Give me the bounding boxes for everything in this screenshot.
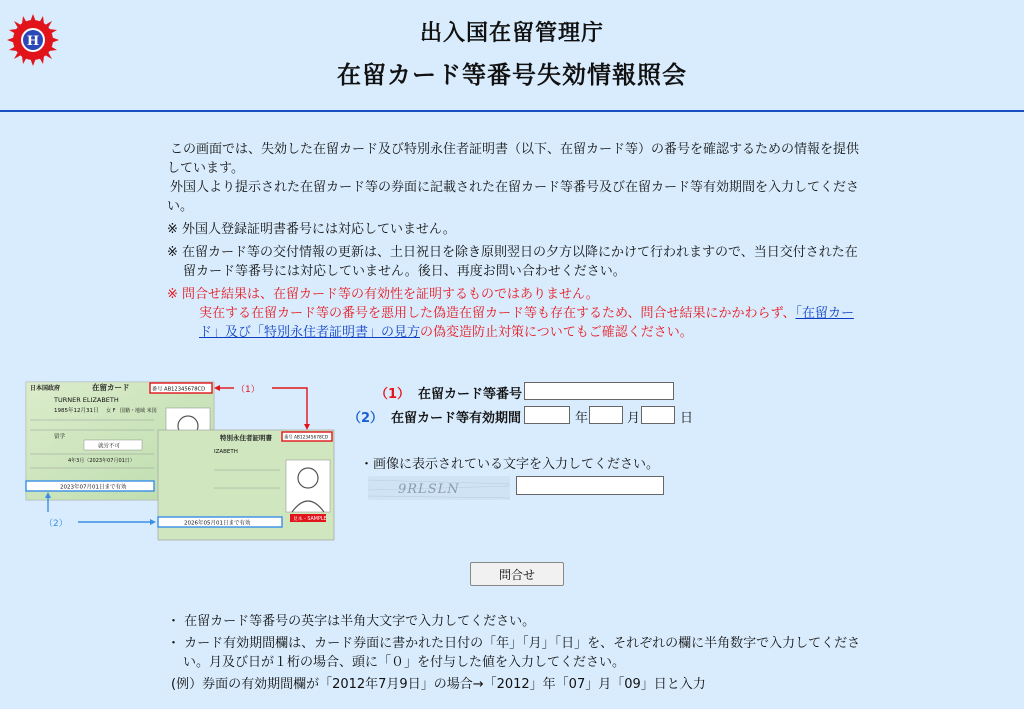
note-update-timing: ※ 在留カード等の交付情報の更新は、土日祝日を除き原則翌日の夕方以降にかけて行われますので、当日交付された在留カード等番号には対応していません。後日、再度お問い合わせください。 (167, 245, 858, 279)
card1-number: 番号 AB12345678CD (152, 386, 206, 393)
note-uppercase: ・ 在留カード等番号の英字は半角大文字で入力してください。 (167, 614, 536, 629)
svg-text:H: H (26, 34, 40, 49)
card1-sex: 女 F (106, 408, 116, 414)
card2-sample-badge: 見本・SAMPLE (293, 517, 327, 522)
warning-line-2 (183, 304, 867, 342)
card1-dob: 1985年12月31日 (54, 408, 99, 414)
label-1-callout (214, 384, 310, 430)
validity-period-label-text: 在留カード等有効期間 (391, 411, 522, 426)
warning-text-pre: 実在する在留カード等の番号を悪用した偽造在留カード等も存在するため、問合せ結果にかかわらず、 (199, 306, 796, 321)
card2-number: 番号 AB12345678CD (284, 435, 329, 441)
permanent-resident-card-sample (158, 430, 334, 540)
card1-work: 就労不可 (98, 443, 121, 450)
captcha-instruction: ・画像に表示されている文字を入力してください。 (360, 457, 660, 472)
submit-button[interactable]: 問合せ (470, 562, 564, 586)
year-input[interactable] (524, 406, 570, 424)
page-title: 在留カード等番号失効情報照会 (337, 61, 687, 89)
intro-paragraph-1: この画面では、失効した在留カード及び特別永住者証明書（以下、在留カード等）の番号を確認するための情報を提供しています。 (167, 142, 860, 176)
warning-block (167, 285, 867, 342)
card2-title: 特別永住者証明書 (220, 434, 272, 442)
validity-period-label (348, 407, 521, 426)
card1-title: 在留カード (92, 383, 130, 392)
agency-title: 出入国在留管理庁 (419, 21, 604, 46)
year-unit: 年 (575, 411, 589, 426)
month-unit: 月 (627, 411, 641, 426)
card2-valid: 2026年05月01日まで有効 (184, 520, 251, 527)
card1-country: 日本国政府 (30, 385, 61, 392)
card-guide-link[interactable]: 「在留カード」及び「特別永住者証明書」の見方 (199, 306, 854, 340)
captcha-image (368, 476, 510, 500)
validity-period-label-num: （2） (348, 411, 384, 426)
callout-label-2: （2） (44, 519, 68, 529)
intro-paragraph-2: 外国人より提示された在留カード等の券面に記載された在留カード等番号及び在留カード等有効期間を入力してください。 (167, 180, 860, 214)
card1-valid: 2023年07月01日まで有効 (60, 484, 127, 491)
card-illustration (24, 380, 336, 544)
captcha-input[interactable] (516, 476, 664, 495)
note-alien-registration: ※ 外国人登録証明書番号には対応していません。 (167, 222, 456, 237)
callout-label-1: （1） (236, 385, 260, 395)
note-example: (例）券面の有効期間欄が「2012年7月9日」の場合→「2012」年「07」月「09」日と入力 (171, 677, 706, 692)
intro-section (167, 140, 867, 342)
card-number-label (375, 383, 522, 402)
card-number-label-num: （1） (375, 387, 411, 402)
card1-status: 留学 (54, 434, 66, 440)
page-header (0, 0, 1024, 112)
day-input[interactable] (641, 406, 675, 424)
captcha-text: 9RLSLN (398, 482, 460, 497)
input-notes (167, 612, 867, 694)
note-date-format: ・ カード有効期間欄は、カード券面に書かれた日付の「年」「月」「日」を、それぞれの欄に半角数字で入力してください。月及び日が１桁の場合、頭に「０」を付与した値を入力してください。 (167, 636, 861, 670)
warning-line-1: ※ 問合せ結果は、在留カード等の有効性を証明するものではありません。 (167, 287, 599, 302)
card1-period: 4年3月（2023年07月01日） (68, 458, 135, 464)
card2-name: IZABETH (214, 449, 238, 455)
month-input[interactable] (589, 406, 623, 424)
card-number-label-text: 在留カード等番号 (418, 387, 523, 402)
card-number-input[interactable] (524, 382, 674, 400)
card1-name: TURNER ELIZABETH (54, 396, 119, 404)
day-unit: 日 (680, 411, 694, 426)
warning-text-post: の偽変造防止対策についてもご確認ください。 (420, 325, 693, 340)
card1-nation: 国籍・地域 米国 (120, 408, 157, 414)
